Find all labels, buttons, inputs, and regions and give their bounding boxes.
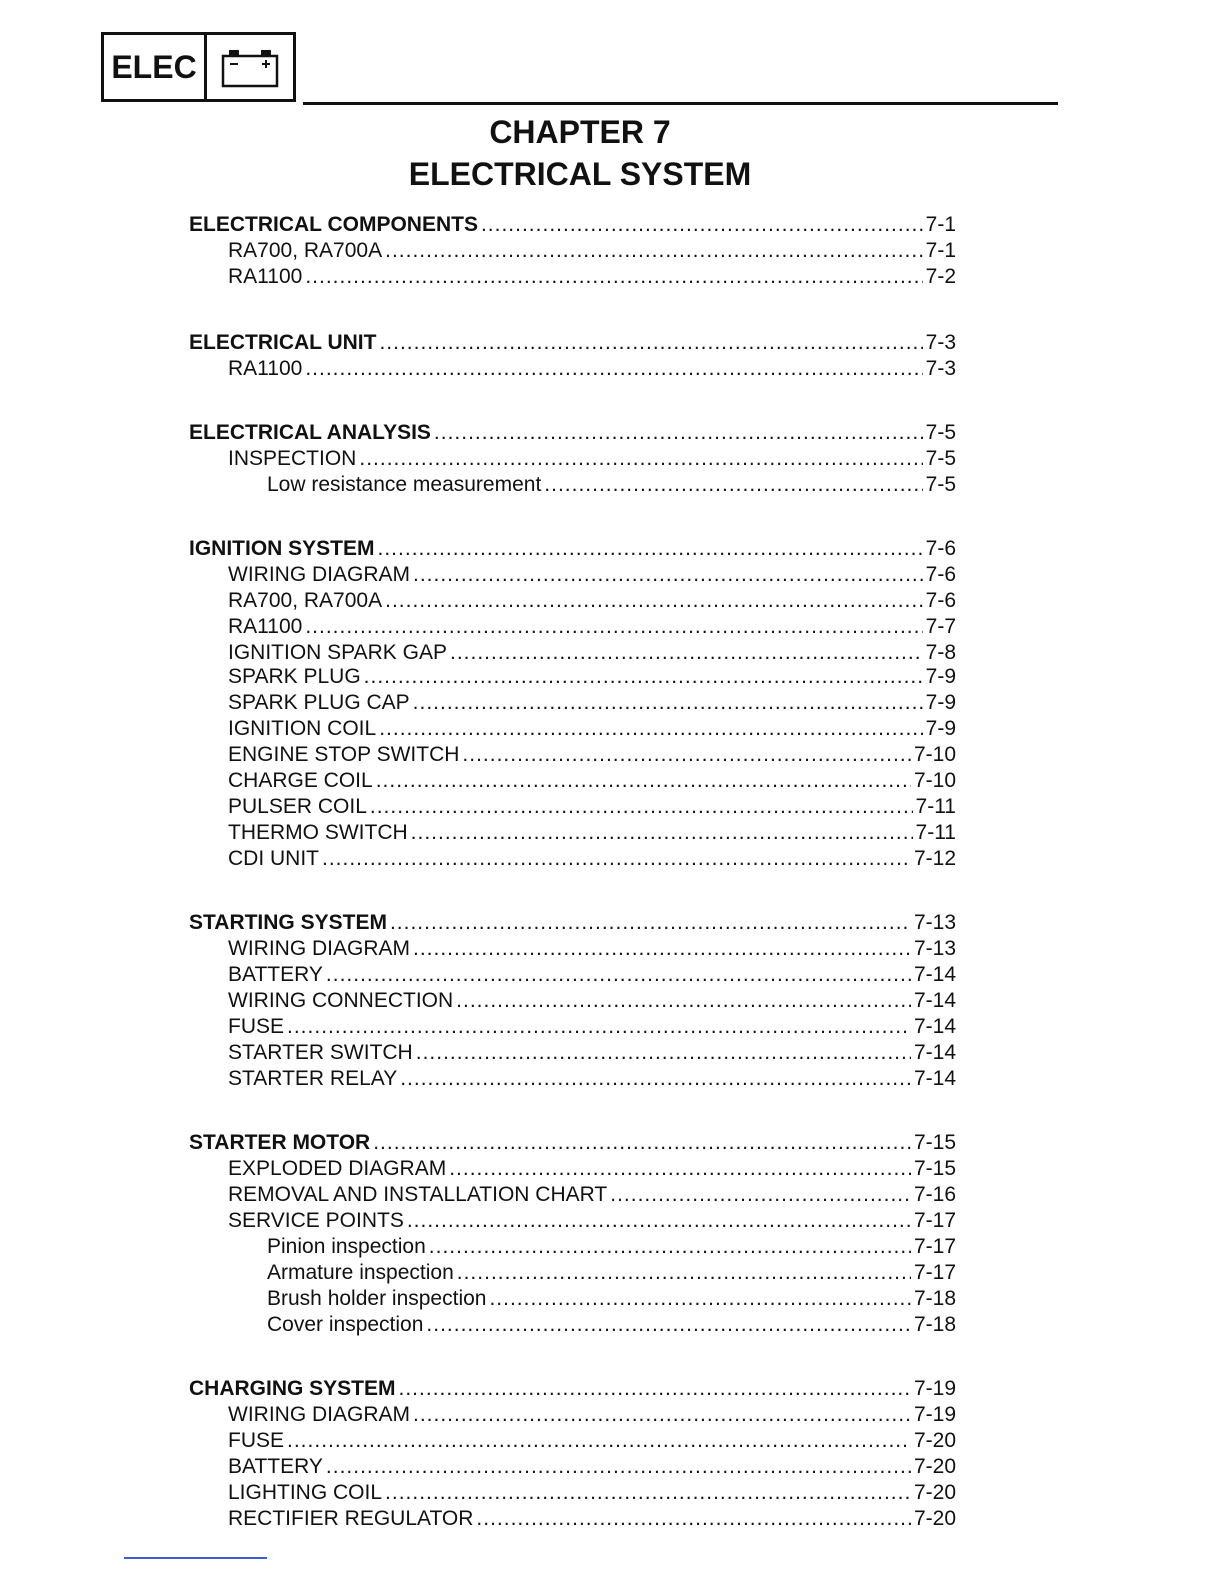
toc-entry-page: 7-20 bbox=[913, 1481, 956, 1504]
toc-entry-page: 7-17 bbox=[913, 1209, 956, 1232]
battery-icon bbox=[207, 35, 293, 99]
toc-entry bbox=[228, 1506, 956, 1532]
toc-leader-dots bbox=[287, 1014, 911, 1040]
toc-leader-dots bbox=[379, 330, 922, 356]
toc-entry-title: Cover inspection bbox=[267, 1313, 424, 1336]
toc-leader-dots bbox=[489, 1286, 911, 1312]
toc-entry bbox=[189, 1376, 956, 1402]
toc-entry-page: 7-20 bbox=[913, 1507, 956, 1530]
toc-entry bbox=[267, 1286, 956, 1312]
toc-entry-title: RA1100 bbox=[228, 615, 303, 638]
toc-entry bbox=[228, 846, 956, 872]
toc-entry-page: 7-6 bbox=[925, 589, 956, 612]
toc-leader-dots bbox=[413, 690, 923, 716]
section-tab bbox=[101, 32, 296, 102]
toc-entry-page: 7-14 bbox=[913, 1041, 956, 1064]
toc-entry bbox=[228, 1040, 956, 1066]
toc-entry bbox=[228, 562, 956, 588]
toc-entry-title: Low resistance measurement bbox=[267, 473, 542, 496]
toc-leader-dots bbox=[426, 1312, 911, 1338]
toc-entry-title: STARTER SWITCH bbox=[228, 1041, 413, 1064]
toc-entry-page: 7-3 bbox=[925, 357, 956, 380]
toc-entry-title: ELECTRICAL COMPONENTS bbox=[189, 213, 478, 236]
toc-entry bbox=[228, 446, 956, 472]
toc-entry-page: 7-14 bbox=[913, 989, 956, 1012]
toc-entry-page: 7-3 bbox=[925, 331, 956, 354]
toc-entry-title: SPARK PLUG CAP bbox=[228, 691, 410, 714]
toc-entry-title: REMOVAL AND INSTALLATION CHART bbox=[228, 1183, 608, 1206]
toc-entry bbox=[189, 536, 956, 562]
toc-leader-dots bbox=[322, 846, 911, 872]
toc-leader-dots bbox=[378, 536, 923, 562]
toc-leader-dots bbox=[326, 962, 911, 988]
toc-leader-dots bbox=[481, 212, 923, 238]
toc-entry-title: RA700, RA700A bbox=[228, 589, 383, 612]
toc-leader-dots bbox=[400, 1066, 911, 1092]
toc-entry bbox=[189, 910, 956, 936]
toc-entry-title: STARTING SYSTEM bbox=[189, 911, 387, 934]
toc-leader-dots bbox=[376, 768, 911, 794]
toc-entry-page: 7-11 bbox=[915, 795, 956, 818]
toc-entry bbox=[189, 1130, 956, 1156]
toc-leader-dots bbox=[364, 664, 923, 690]
toc-entry-page: 7-9 bbox=[925, 691, 956, 714]
toc-entry-page: 7-15 bbox=[913, 1157, 956, 1180]
toc-entry-title: IGNITION SPARK GAP bbox=[228, 641, 447, 664]
toc-entry-title: ELECTRICAL UNIT bbox=[189, 331, 377, 354]
toc-entry-page: 7-13 bbox=[913, 911, 956, 934]
toc-entry bbox=[228, 238, 956, 264]
toc-entry bbox=[228, 988, 956, 1014]
toc-entry-page: 7-16 bbox=[913, 1183, 956, 1206]
toc-entry-page: 7-14 bbox=[913, 1067, 956, 1090]
toc-leader-dots bbox=[413, 1402, 911, 1428]
section-tab-label: ELEC bbox=[104, 35, 207, 99]
toc-entry-page: 7-13 bbox=[913, 937, 956, 960]
toc-entry bbox=[228, 1402, 956, 1428]
toc-entry-page: 7-18 bbox=[913, 1313, 956, 1336]
toc-entry-page: 7-17 bbox=[913, 1261, 956, 1284]
toc-entry bbox=[267, 1260, 956, 1286]
toc-leader-dots bbox=[390, 910, 911, 936]
toc-entry-title: Armature inspection bbox=[267, 1261, 454, 1284]
toc-entry-title: BATTERY bbox=[228, 1455, 323, 1478]
toc-entry-title: LIGHTING COIL bbox=[228, 1481, 383, 1504]
toc-entry-page: 7-10 bbox=[913, 743, 956, 766]
toc-entry-title: PULSER COIL bbox=[228, 795, 367, 818]
toc-entry-page: 7-11 bbox=[915, 821, 956, 844]
toc-entry-title: CHARGE COIL bbox=[228, 769, 373, 792]
toc-entry-title: WIRING DIAGRAM bbox=[228, 563, 410, 586]
toc-entry-page: 7-7 bbox=[925, 615, 956, 638]
toc-entry-title: WIRING DIAGRAM bbox=[228, 937, 410, 960]
toc-entry bbox=[228, 664, 956, 690]
toc-entry bbox=[228, 588, 956, 614]
toc-entry bbox=[228, 1182, 956, 1208]
chapter-title: ELECTRICAL SYSTEM bbox=[408, 156, 752, 192]
toc-entry bbox=[267, 472, 956, 498]
toc-entry-page: 7-6 bbox=[925, 563, 956, 586]
toc-entry bbox=[228, 962, 956, 988]
toc-leader-dots bbox=[449, 1156, 911, 1182]
toc-entry-title: CHARGING SYSTEM bbox=[189, 1377, 396, 1400]
toc-entry-title: BATTERY bbox=[228, 963, 323, 986]
toc-entry-title: IGNITION COIL bbox=[228, 717, 377, 740]
toc-entry bbox=[228, 936, 956, 962]
toc-entry-page: 7-6 bbox=[925, 537, 956, 560]
toc-entry-page: 7-9 bbox=[925, 665, 956, 688]
toc-entry bbox=[228, 1454, 956, 1480]
toc-entry-title: INSPECTION bbox=[228, 447, 357, 470]
toc-leader-dots bbox=[305, 356, 922, 382]
toc-entry-title: Brush holder inspection bbox=[267, 1287, 487, 1310]
toc-leader-dots bbox=[379, 716, 922, 742]
toc-entry-page: 7-5 bbox=[925, 447, 956, 470]
toc-entry-page: 7-15 bbox=[913, 1131, 956, 1154]
toc-entry-page: 7-14 bbox=[913, 1015, 956, 1038]
toc-entry-title: STARTER MOTOR bbox=[189, 1131, 371, 1154]
toc-entry-title: THERMO SWITCH bbox=[228, 821, 408, 844]
header-rule bbox=[303, 102, 1058, 105]
toc-entry bbox=[189, 212, 956, 238]
toc-entry-page: 7-8 bbox=[925, 641, 956, 664]
toc-leader-dots bbox=[305, 614, 922, 640]
toc-leader-dots bbox=[544, 472, 922, 498]
toc-entry-title: WIRING DIAGRAM bbox=[228, 1403, 410, 1426]
toc-entry bbox=[228, 742, 956, 768]
toc-entry bbox=[228, 264, 956, 290]
toc-leader-dots bbox=[462, 742, 911, 768]
toc-entry-title: SERVICE POINTS bbox=[228, 1209, 404, 1232]
toc-leader-dots bbox=[413, 562, 923, 588]
toc-entry-title: CDI UNIT bbox=[228, 847, 319, 870]
toc-entry-title: ENGINE STOP SWITCH bbox=[228, 743, 460, 766]
toc-entry-title: RA1100 bbox=[228, 265, 303, 288]
toc-entry-page: 7-19 bbox=[913, 1377, 956, 1400]
toc-entry-title: RECTIFIER REGULATOR bbox=[228, 1507, 474, 1530]
toc-entry bbox=[228, 1066, 956, 1092]
toc-entry-page: 7-2 bbox=[925, 265, 956, 288]
toc-entry-title: IGNITION SYSTEM bbox=[189, 537, 375, 560]
toc-entry bbox=[228, 1156, 956, 1182]
toc-entry bbox=[228, 690, 956, 716]
toc-entry-title: RA1100 bbox=[228, 357, 303, 380]
toc-leader-dots bbox=[416, 1040, 911, 1066]
toc-entry-page: 7-19 bbox=[913, 1403, 956, 1426]
toc-entry-page: 7-9 bbox=[925, 717, 956, 740]
toc-entry bbox=[228, 356, 956, 382]
toc-leader-dots bbox=[385, 238, 923, 264]
toc-entry bbox=[267, 1312, 956, 1338]
toc-leader-dots bbox=[476, 1506, 911, 1532]
toc-leader-dots bbox=[287, 1428, 911, 1454]
toc-leader-dots bbox=[385, 588, 923, 614]
toc-leader-dots bbox=[407, 1208, 911, 1234]
toc-entry-page: 7-5 bbox=[925, 473, 956, 496]
toc-entry-page: 7-20 bbox=[913, 1455, 956, 1478]
toc-entry-page: 7-5 bbox=[925, 421, 956, 444]
bottom-mark bbox=[124, 1557, 267, 1559]
toc-leader-dots bbox=[370, 794, 913, 820]
toc-entry-title: RA700, RA700A bbox=[228, 239, 383, 262]
toc-leader-dots bbox=[305, 264, 922, 290]
toc-entry-page: 7-14 bbox=[913, 963, 956, 986]
toc-leader-dots bbox=[399, 1376, 911, 1402]
toc-entry bbox=[267, 1234, 956, 1260]
toc-entry-title: FUSE bbox=[228, 1429, 285, 1452]
toc-leader-dots bbox=[610, 1182, 911, 1208]
toc-entry-title: ELECTRICAL ANALYSIS bbox=[189, 421, 431, 444]
toc-entry bbox=[228, 820, 956, 846]
toc-leader-dots bbox=[413, 936, 911, 962]
toc-entry bbox=[228, 640, 956, 666]
toc-leader-dots bbox=[411, 820, 913, 846]
toc-entry-page: 7-1 bbox=[925, 213, 956, 236]
toc-entry-page: 7-12 bbox=[913, 847, 956, 870]
toc-entry bbox=[228, 716, 956, 742]
toc-entry bbox=[228, 1480, 956, 1506]
toc-entry-title: STARTER RELAY bbox=[228, 1067, 398, 1090]
toc-entry bbox=[228, 1014, 956, 1040]
toc-entry bbox=[228, 1208, 956, 1234]
toc-leader-dots bbox=[373, 1130, 911, 1156]
toc-leader-dots bbox=[385, 1480, 911, 1506]
toc-entry-title: Pinion inspection bbox=[267, 1235, 426, 1258]
toc-entry bbox=[228, 768, 956, 794]
chapter-number: CHAPTER 7 bbox=[489, 114, 671, 150]
toc-entry-title: WIRING CONNECTION bbox=[228, 989, 454, 1012]
toc-entry-title: SPARK PLUG bbox=[228, 665, 361, 688]
toc-entry bbox=[228, 1428, 956, 1454]
toc-leader-dots bbox=[434, 420, 923, 446]
toc-entry-page: 7-20 bbox=[913, 1429, 956, 1452]
toc-entry bbox=[228, 794, 956, 820]
toc-leader-dots bbox=[457, 1260, 911, 1286]
toc-entry-title: FUSE bbox=[228, 1015, 285, 1038]
toc-entry-page: 7-18 bbox=[913, 1287, 956, 1310]
toc-leader-dots bbox=[429, 1234, 911, 1260]
toc-leader-dots bbox=[326, 1454, 911, 1480]
toc-leader-dots bbox=[456, 988, 911, 1014]
toc-leader-dots bbox=[359, 446, 922, 472]
toc-entry-page: 7-10 bbox=[913, 769, 956, 792]
toc-entry-page: 7-1 bbox=[925, 239, 956, 262]
toc-entry-title: EXPLODED DIAGRAM bbox=[228, 1157, 447, 1180]
toc-entry bbox=[228, 614, 956, 640]
toc-entry-page: 7-17 bbox=[913, 1235, 956, 1258]
toc-leader-dots bbox=[450, 640, 923, 666]
toc-entry bbox=[189, 420, 956, 446]
toc-entry bbox=[189, 330, 956, 356]
